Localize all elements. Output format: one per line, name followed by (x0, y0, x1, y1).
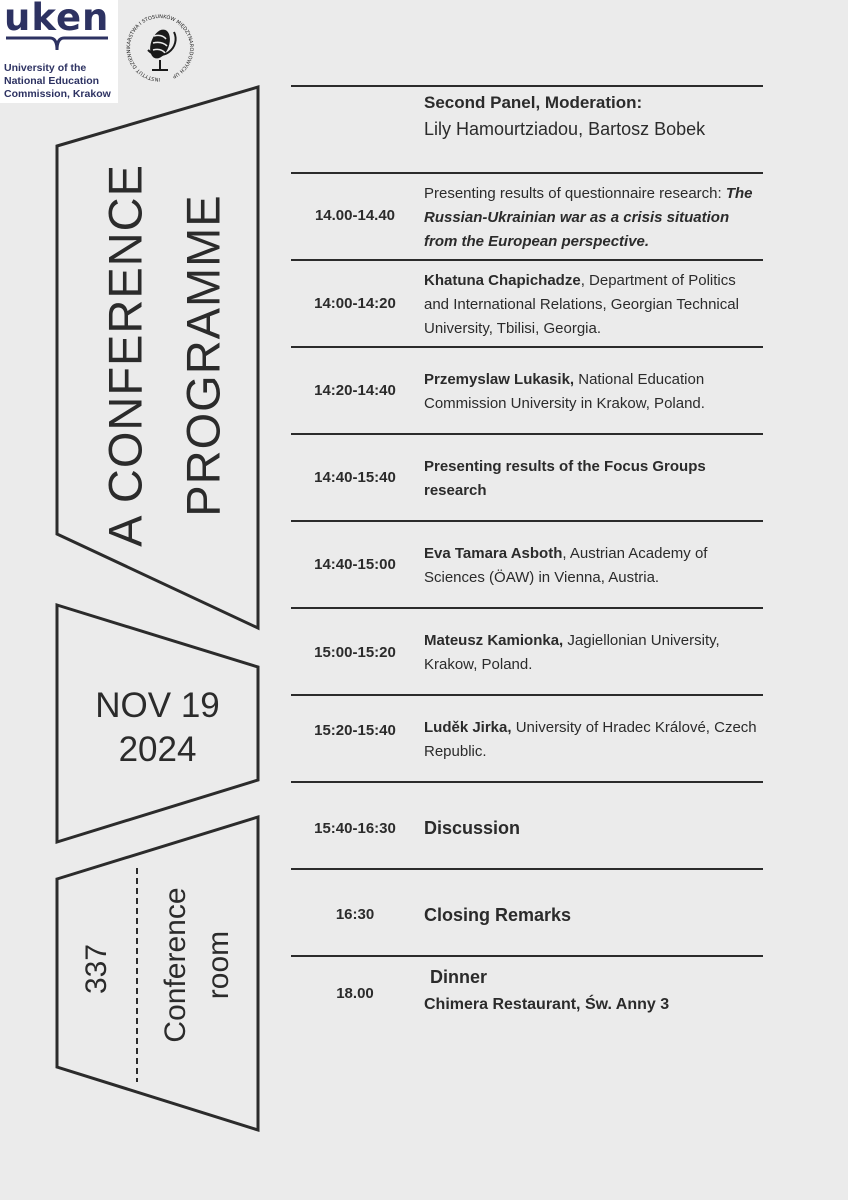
table-row (291, 609, 763, 696)
speaker-affiliation: National Education Commission University in Krakow, Poland. (424, 371, 705, 412)
table-row (291, 174, 763, 261)
row-time: 15:20-15:40 (314, 722, 396, 739)
row-time: 14:40-15:40 (314, 469, 396, 486)
speaker-affiliation: University of Hradec Králové, Czech Republic. (424, 719, 757, 760)
row-time: 14:00-14:20 (314, 295, 396, 312)
table-row (291, 783, 763, 870)
programme-title-line1: A CONFERENCE (98, 164, 152, 547)
table-row (291, 348, 763, 435)
row-time: 14:20-14:40 (314, 382, 396, 399)
row-time: 14:40-15:00 (314, 556, 396, 573)
speaker-name: Przemyslaw Lukasik, (424, 371, 575, 388)
row-time: 14.00-14.40 (314, 207, 396, 224)
table-row (291, 696, 763, 783)
room-label-line1: Conference (159, 887, 192, 1043)
panel-header (291, 87, 763, 174)
session-title: Dinner (430, 967, 488, 987)
row-time: 18.00 (336, 985, 374, 1002)
panel-title: Second Panel, Moderation: (424, 93, 643, 112)
table-row (291, 435, 763, 522)
row-lead: Presenting results of questionnaire research: (424, 185, 722, 202)
session-title: Presenting results of the Focus Groups research (424, 458, 706, 499)
table-row (291, 870, 763, 957)
row-time: 16:30 (335, 906, 375, 923)
room-label-line2: room (202, 930, 235, 1000)
speaker-name: Khatuna Chapichadze (424, 272, 581, 289)
row-title-italic: The Russian-Ukrainian war as a crisis situation from the European perspective. (424, 185, 753, 250)
speaker-name: Mateusz Kamionka, (424, 632, 564, 649)
row-time: 15:40-16:30 (314, 820, 396, 837)
session-title: Closing Remarks (424, 905, 572, 925)
speaker-name: Eva Tamara Asboth (424, 545, 563, 562)
speaker-name: Luděk Jirka, (424, 719, 512, 736)
session-title: Discussion (424, 818, 521, 838)
session-location: Chimera Restaurant, Św. Anny 3 (424, 996, 670, 1013)
row-time: 15:00-15:20 (314, 644, 396, 661)
speaker-affiliation: , Austrian Academy of Sciences (ÖAW) in Vienna, Austria. (424, 545, 708, 586)
panel-moderators: Lily Hamourtziadou, Bartosz Bobek (424, 119, 706, 139)
room-number: 337 (80, 943, 113, 995)
speaker-affiliation: , Department of Politics and International Relations, Georgian Technical University, Tbilisi, Georgia. (424, 272, 739, 337)
table-row (291, 957, 763, 1044)
institute-ring-text: INSTYTUT DZIENNIKARSTWA I STOSUNKÓW MIĘDZYNARODOWYCH UP (126, 13, 195, 83)
uken-university-name: University of the National Education Commission, Krakow (4, 62, 111, 100)
table-row (291, 522, 763, 609)
speaker-affiliation: Jagiellonian University, Krakow, Poland. (424, 632, 720, 673)
uken-wordmark: uken (4, 0, 110, 39)
event-date-day: NOV 19 (95, 686, 220, 725)
event-date-year: 2024 (118, 730, 197, 769)
programme-title-line2: PROGRAMME (176, 194, 230, 517)
table-row (291, 261, 763, 348)
